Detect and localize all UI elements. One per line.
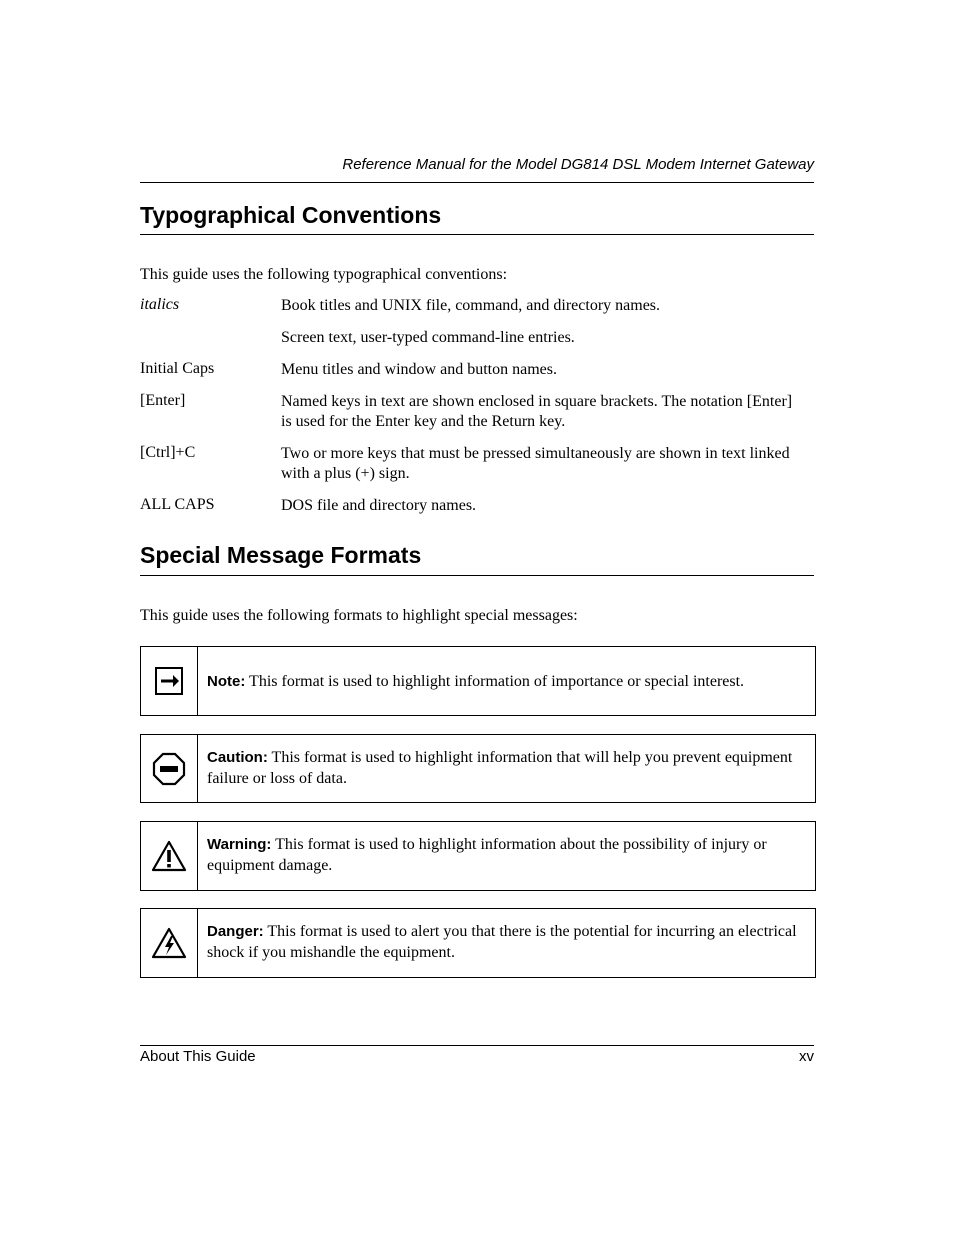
note-message-box — [140, 646, 816, 716]
note-icon-cell — [141, 647, 198, 715]
footer-rule — [140, 1045, 814, 1046]
convention-term: italics — [140, 296, 180, 313]
danger-message — [198, 909, 815, 977]
section-rule — [140, 234, 814, 235]
special-intro: This guide uses the following formats to highlight special messages: — [140, 607, 578, 624]
convention-desc: Screen text, user-typed command-line entries. — [281, 329, 575, 346]
caution-icon-cell — [141, 735, 198, 802]
convention-term: [Enter] — [140, 392, 186, 409]
warning-message — [198, 822, 815, 890]
danger-label: Danger: — [207, 923, 264, 940]
note-label: Note: — [207, 672, 246, 690]
header-rule — [140, 182, 814, 183]
danger-icon-cell — [141, 909, 198, 977]
convention-desc: DOS file and directory names. — [281, 497, 477, 514]
note-message — [198, 647, 752, 715]
typographical-intro: This guide uses the following typographical conventions: — [140, 266, 508, 283]
convention-term: [Ctrl]+C — [140, 444, 196, 461]
running-header: Reference Manual for the Model DG814 DSL Modem Internet Gateway — [342, 156, 814, 173]
warning-text: This format is used to highlight information about the possibility of injury or equipment damage. — [207, 836, 767, 874]
convention-desc: Named keys in text are shown enclosed in square brackets. The notation [Enter] is used for the Enter key and the Return key. — [281, 393, 793, 430]
caution-label: Caution: — [207, 749, 268, 766]
note-text: This format is used to highlight information of importance or special interest. — [249, 672, 745, 690]
page-number: xv — [799, 1048, 814, 1065]
convention-term: ALL CAPS — [140, 496, 215, 513]
special-message-formats-title: Special Message Formats — [140, 542, 422, 568]
warning-triangle-icon — [151, 840, 187, 872]
footer-section-title: About This Guide — [140, 1048, 256, 1065]
arrow-right-icon — [154, 666, 184, 696]
typographical-conventions-title: Typographical Conventions — [140, 202, 442, 228]
convention-desc: Two or more keys that must be pressed simultaneously are shown in text linked with a plus (+) sign. — [281, 445, 790, 482]
section-rule — [140, 575, 814, 576]
danger-text: This format is used to alert you that there is the potential for incurring an electrical shock if you mishandle the equipment. — [207, 923, 797, 961]
warning-message-box — [140, 821, 816, 891]
warning-label: Warning: — [207, 836, 272, 853]
danger-message-box — [140, 908, 816, 978]
warning-icon-cell — [141, 822, 198, 890]
convention-term: Initial Caps — [140, 360, 215, 377]
caution-message-box — [140, 734, 816, 803]
caution-text: This format is used to highlight information that will help you prevent equipment failure or loss of data. — [207, 749, 793, 787]
convention-desc: Book titles and UNIX file, command, and directory names. — [281, 297, 661, 314]
stop-sign-icon — [152, 752, 186, 786]
electrical-hazard-icon — [151, 927, 187, 959]
caution-message — [198, 735, 815, 802]
convention-desc: Menu titles and window and button names. — [281, 361, 557, 378]
